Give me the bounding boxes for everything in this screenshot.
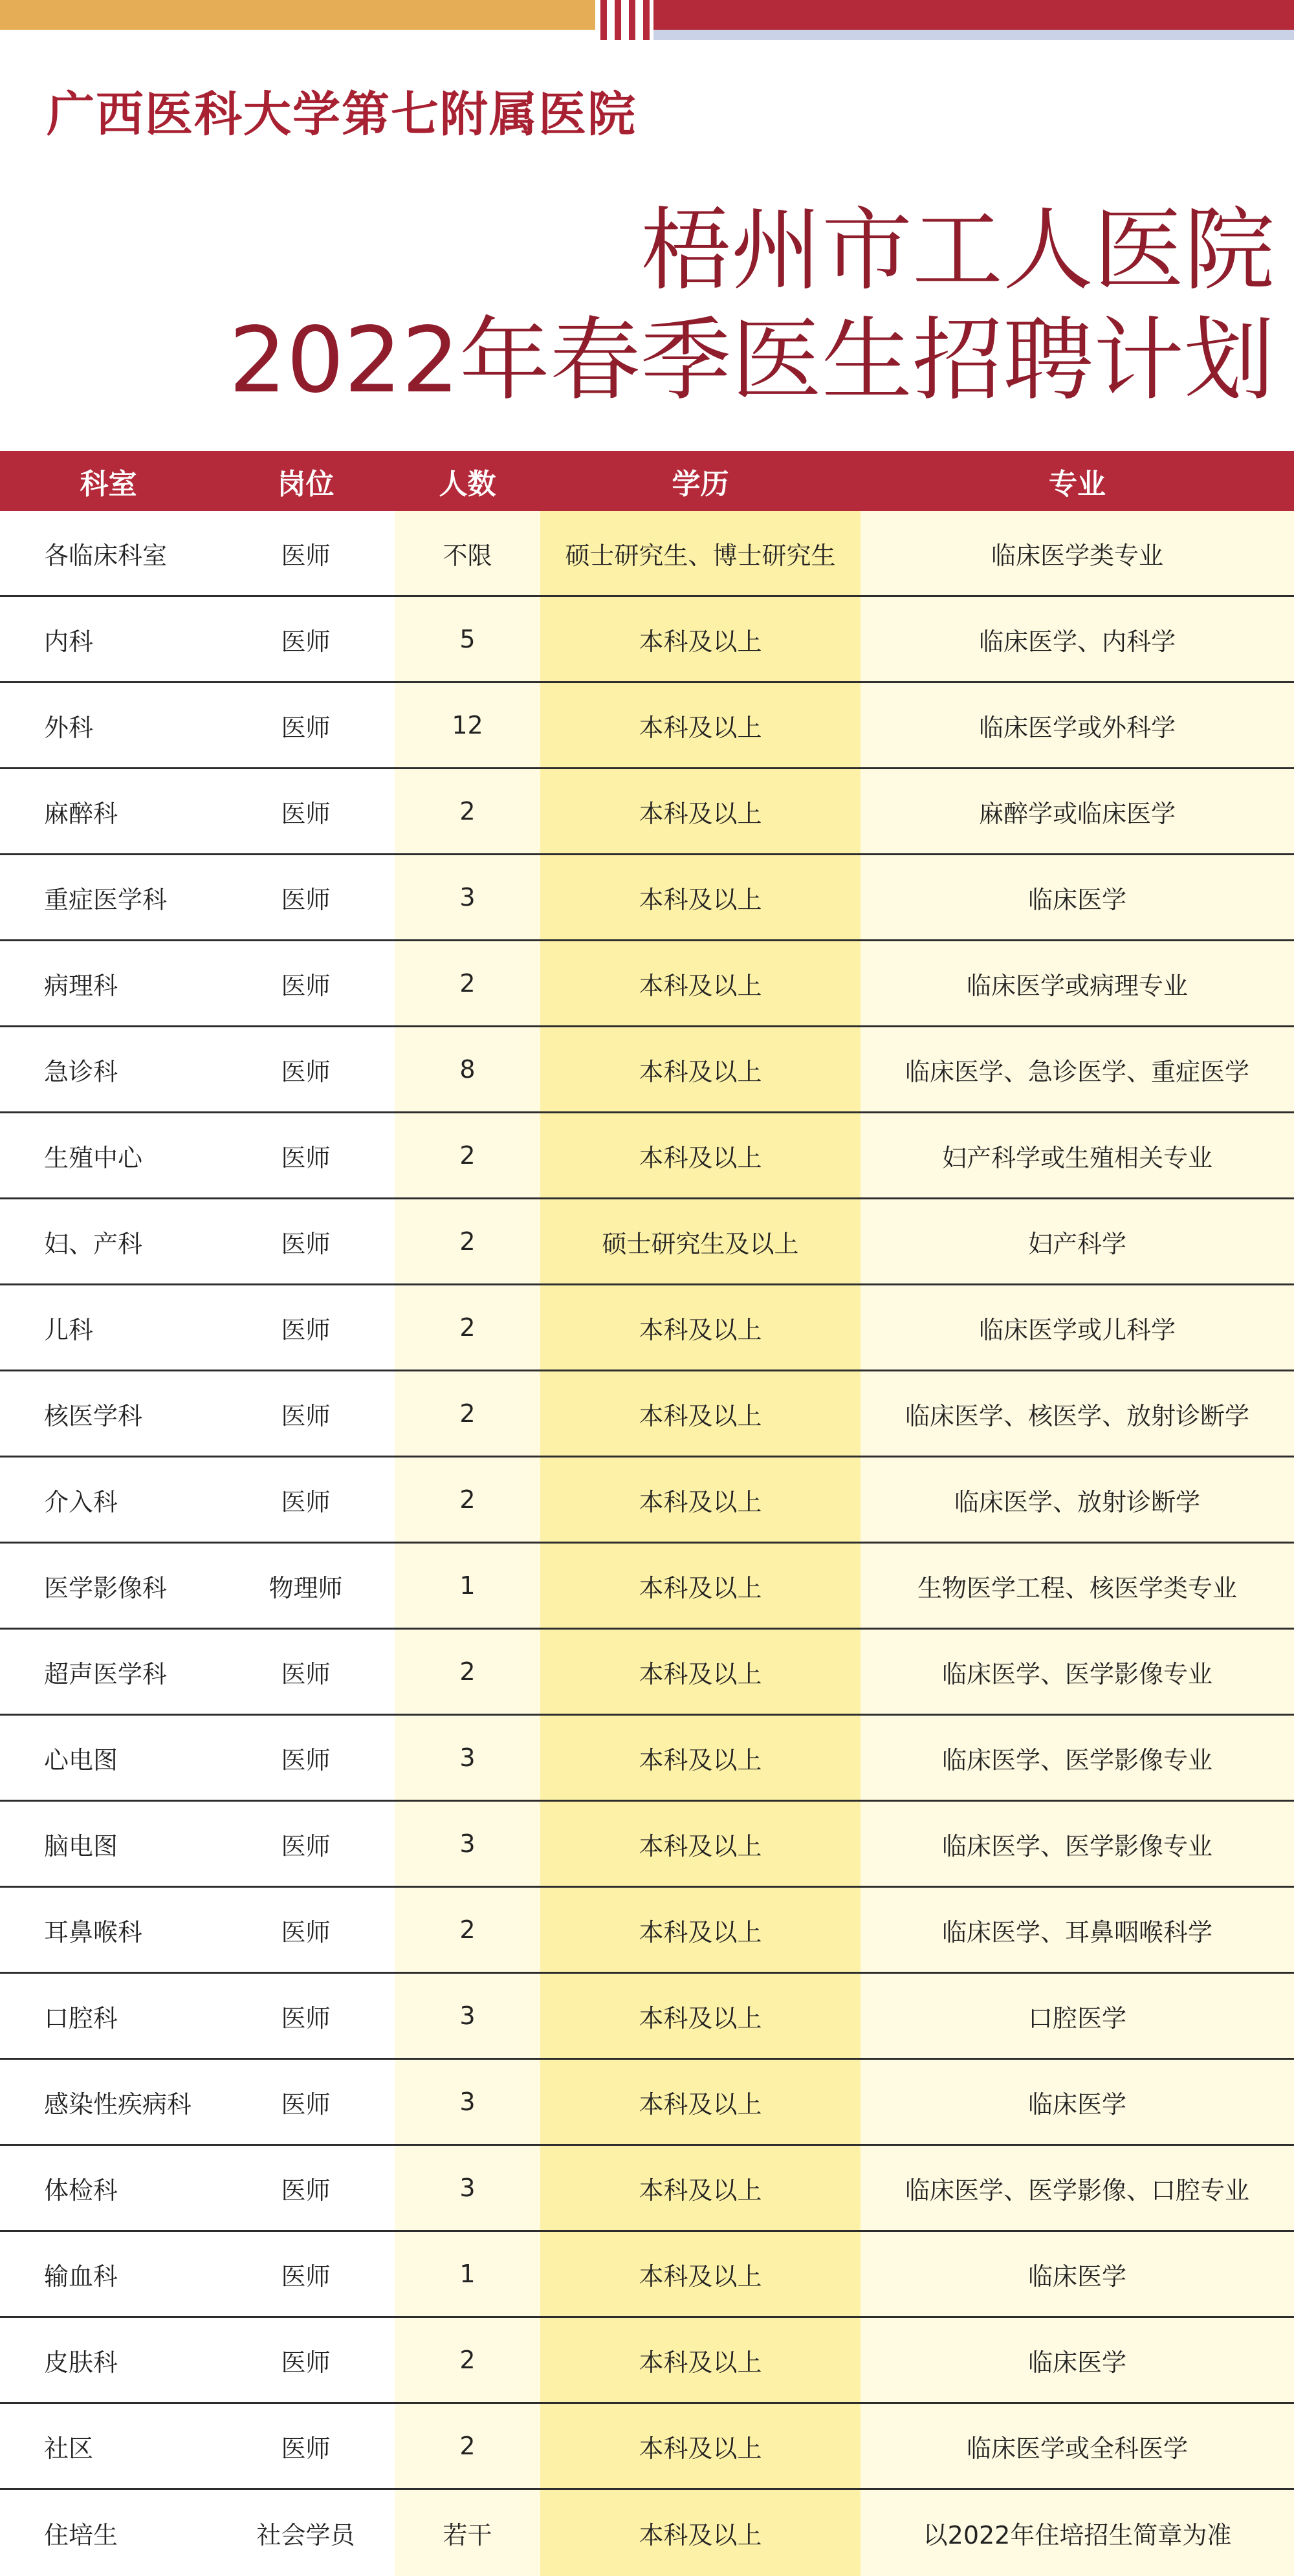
cell-department: 各临床科室 — [0, 511, 217, 595]
table-row — [0, 1371, 1294, 1457]
cell-position: 医师 — [217, 855, 395, 939]
cell-position: 医师 — [217, 2060, 395, 2144]
table-row — [0, 1199, 1294, 1285]
cell-education: 本科及以上 — [540, 1457, 861, 1542]
cell-count: 2 — [395, 2318, 540, 2402]
top-band-stripes — [595, 0, 653, 40]
cell-education: 本科及以上 — [540, 855, 861, 939]
table-row — [0, 597, 1294, 683]
cell-major: 临床医学、医学影像专业 — [861, 1716, 1294, 1800]
table-row — [0, 855, 1294, 941]
cell-position: 医师 — [217, 1027, 395, 1111]
cell-education: 本科及以上 — [540, 769, 861, 853]
cell-department: 心电图 — [0, 1716, 217, 1800]
cell-position: 医师 — [217, 1802, 395, 1886]
table-row — [0, 1544, 1294, 1630]
cell-department: 内科 — [0, 597, 217, 681]
cell-position: 社会学员 — [217, 2490, 395, 2576]
cell-count: 1 — [395, 2232, 540, 2316]
cell-education: 本科及以上 — [540, 1371, 861, 1456]
cell-count: 1 — [395, 1544, 540, 1628]
cell-major: 麻醉学或临床医学 — [861, 769, 1294, 853]
cell-count: 2 — [395, 1113, 540, 1197]
cell-count: 3 — [395, 1716, 540, 1800]
cell-major: 临床医学、内科学 — [861, 597, 1294, 681]
cell-education: 本科及以上 — [540, 1802, 861, 1886]
cell-education: 本科及以上 — [540, 1630, 861, 1714]
recruitment-table — [0, 451, 1294, 2576]
column-header-department: 科室 — [80, 467, 137, 501]
cell-position: 医师 — [217, 1285, 395, 1370]
cell-education: 本科及以上 — [540, 1544, 861, 1628]
cell-education: 本科及以上 — [540, 2146, 861, 2230]
cell-major: 临床医学 — [861, 2060, 1294, 2144]
cell-count: 3 — [395, 1974, 540, 2058]
cell-education: 硕士研究生、博士研究生 — [540, 511, 861, 595]
cell-major: 临床医学或儿科学 — [861, 1285, 1294, 1370]
table-row — [0, 1974, 1294, 2060]
cell-department: 儿科 — [0, 1285, 217, 1370]
table-row — [0, 1285, 1294, 1371]
cell-position: 医师 — [217, 511, 395, 595]
cell-major: 以2022年住培招生简章为准 — [861, 2490, 1294, 2576]
table-body — [0, 511, 1294, 2576]
cell-position: 医师 — [217, 2318, 395, 2402]
cell-education: 本科及以上 — [540, 2404, 861, 2488]
cell-education: 硕士研究生及以上 — [540, 1199, 861, 1283]
cell-count: 2 — [395, 1285, 540, 1370]
cell-position: 医师 — [217, 941, 395, 1025]
cell-count: 2 — [395, 769, 540, 853]
column-header-position: 岗位 — [277, 467, 334, 501]
cell-count: 若干 — [395, 2490, 540, 2576]
table-row — [0, 2060, 1294, 2146]
cell-position: 医师 — [217, 2232, 395, 2316]
cell-department: 急诊科 — [0, 1027, 217, 1111]
cell-position: 医师 — [217, 1457, 395, 1542]
cell-department: 口腔科 — [0, 1974, 217, 2058]
cell-count: 3 — [395, 855, 540, 939]
table-header — [0, 451, 1294, 511]
cell-position: 医师 — [217, 769, 395, 853]
cell-major: 临床医学或全科医学 — [861, 2404, 1294, 2488]
cell-department: 感染性疾病科 — [0, 2060, 217, 2144]
cell-education: 本科及以上 — [540, 1888, 861, 1972]
cell-major: 临床医学、医学影像专业 — [861, 1630, 1294, 1714]
column-header-major: 专业 — [1049, 467, 1106, 501]
cell-position: 医师 — [217, 1113, 395, 1197]
cell-education: 本科及以上 — [540, 1974, 861, 2058]
cell-major: 妇产科学或生殖相关专业 — [861, 1113, 1294, 1197]
cell-major: 临床医学 — [861, 2232, 1294, 2316]
cell-position: 医师 — [217, 1888, 395, 1972]
cell-department: 生殖中心 — [0, 1113, 217, 1197]
page-title-line-2: 2022年春季医生招聘计划 — [228, 308, 1275, 413]
cell-education: 本科及以上 — [540, 683, 861, 767]
cell-education: 本科及以上 — [540, 2318, 861, 2402]
cell-position: 医师 — [217, 1371, 395, 1456]
cell-count: 8 — [395, 1027, 540, 1111]
cell-major: 临床医学、医学影像专业 — [861, 1802, 1294, 1886]
table-row — [0, 2232, 1294, 2318]
cell-department: 体检科 — [0, 2146, 217, 2230]
cell-department: 外科 — [0, 683, 217, 767]
cell-count: 12 — [395, 683, 540, 767]
cell-education: 本科及以上 — [540, 941, 861, 1025]
cell-department: 脑电图 — [0, 1802, 217, 1886]
cell-department: 输血科 — [0, 2232, 217, 2316]
cell-major: 临床医学、放射诊断学 — [861, 1457, 1294, 1542]
table-row — [0, 1113, 1294, 1199]
cell-count: 2 — [395, 1630, 540, 1714]
cell-department: 核医学科 — [0, 1371, 217, 1456]
cell-department: 介入科 — [0, 1457, 217, 1542]
cell-count: 不限 — [395, 511, 540, 595]
table-row — [0, 2404, 1294, 2490]
cell-position: 医师 — [217, 597, 395, 681]
cell-count: 2 — [395, 1888, 540, 1972]
cell-education: 本科及以上 — [540, 1716, 861, 1800]
cell-count: 2 — [395, 1457, 540, 1542]
cell-major: 临床医学、耳鼻咽喉科学 — [861, 1888, 1294, 1972]
table-row — [0, 2490, 1294, 2576]
cell-major: 临床医学 — [861, 855, 1294, 939]
cell-department: 社区 — [0, 2404, 217, 2488]
cell-position: 物理师 — [217, 1544, 395, 1628]
cell-count: 2 — [395, 1199, 540, 1283]
table-row — [0, 2146, 1294, 2232]
page-title-line-1: 梧州市工人医院 — [640, 198, 1275, 303]
table-row — [0, 941, 1294, 1027]
cell-department: 医学影像科 — [0, 1544, 217, 1628]
cell-education: 本科及以上 — [540, 1113, 861, 1197]
cell-count: 2 — [395, 941, 540, 1025]
cell-position: 医师 — [217, 1716, 395, 1800]
cell-major: 临床医学类专业 — [861, 511, 1294, 595]
cell-department: 重症医学科 — [0, 855, 217, 939]
cell-count: 2 — [395, 2404, 540, 2488]
hospital-subtitle: 广西医科大学第七附属医院 — [47, 87, 637, 142]
cell-count: 3 — [395, 2060, 540, 2144]
cell-department: 超声医学科 — [0, 1630, 217, 1714]
cell-position: 医师 — [217, 683, 395, 767]
cell-education: 本科及以上 — [540, 2490, 861, 2576]
cell-position: 医师 — [217, 1974, 395, 2058]
cell-department: 麻醉科 — [0, 769, 217, 853]
cell-major: 临床医学 — [861, 2318, 1294, 2402]
table-row — [0, 769, 1294, 855]
cell-count: 5 — [395, 597, 540, 681]
cell-count: 3 — [395, 1802, 540, 1886]
table-row — [0, 511, 1294, 597]
cell-major: 生物医学工程、核医学类专业 — [861, 1544, 1294, 1628]
table-row — [0, 1457, 1294, 1544]
cell-major: 临床医学、核医学、放射诊断学 — [861, 1371, 1294, 1456]
cell-position: 医师 — [217, 1630, 395, 1714]
table-row — [0, 1802, 1294, 1888]
cell-department: 妇、产科 — [0, 1199, 217, 1283]
cell-department: 皮肤科 — [0, 2318, 217, 2402]
table-row — [0, 1716, 1294, 1802]
top-band-gold — [0, 0, 595, 30]
cell-education: 本科及以上 — [540, 597, 861, 681]
cell-position: 医师 — [217, 2404, 395, 2488]
cell-count: 2 — [395, 1371, 540, 1456]
table-row — [0, 1027, 1294, 1113]
cell-education: 本科及以上 — [540, 1285, 861, 1370]
table-row — [0, 2318, 1294, 2404]
column-header-education: 学历 — [672, 467, 729, 501]
cell-position: 医师 — [217, 2146, 395, 2230]
table-row — [0, 1630, 1294, 1716]
cell-major: 临床医学或病理专业 — [861, 941, 1294, 1025]
cell-education: 本科及以上 — [540, 2060, 861, 2144]
table-row — [0, 683, 1294, 769]
cell-major: 妇产科学 — [861, 1199, 1294, 1283]
cell-major: 临床医学或外科学 — [861, 683, 1294, 767]
cell-department: 病理科 — [0, 941, 217, 1025]
top-band-underline — [653, 30, 1294, 40]
cell-department: 耳鼻喉科 — [0, 1888, 217, 1972]
top-band-red — [653, 0, 1294, 30]
cell-major: 口腔医学 — [861, 1974, 1294, 2058]
cell-count: 3 — [395, 2146, 540, 2230]
column-header-count: 人数 — [439, 467, 496, 501]
cell-education: 本科及以上 — [540, 2232, 861, 2316]
cell-major: 临床医学、医学影像、口腔专业 — [861, 2146, 1294, 2230]
cell-department: 住培生 — [0, 2490, 217, 2576]
cell-education: 本科及以上 — [540, 1027, 861, 1111]
cell-major: 临床医学、急诊医学、重症医学 — [861, 1027, 1294, 1111]
table-row — [0, 1888, 1294, 1974]
cell-position: 医师 — [217, 1199, 395, 1283]
